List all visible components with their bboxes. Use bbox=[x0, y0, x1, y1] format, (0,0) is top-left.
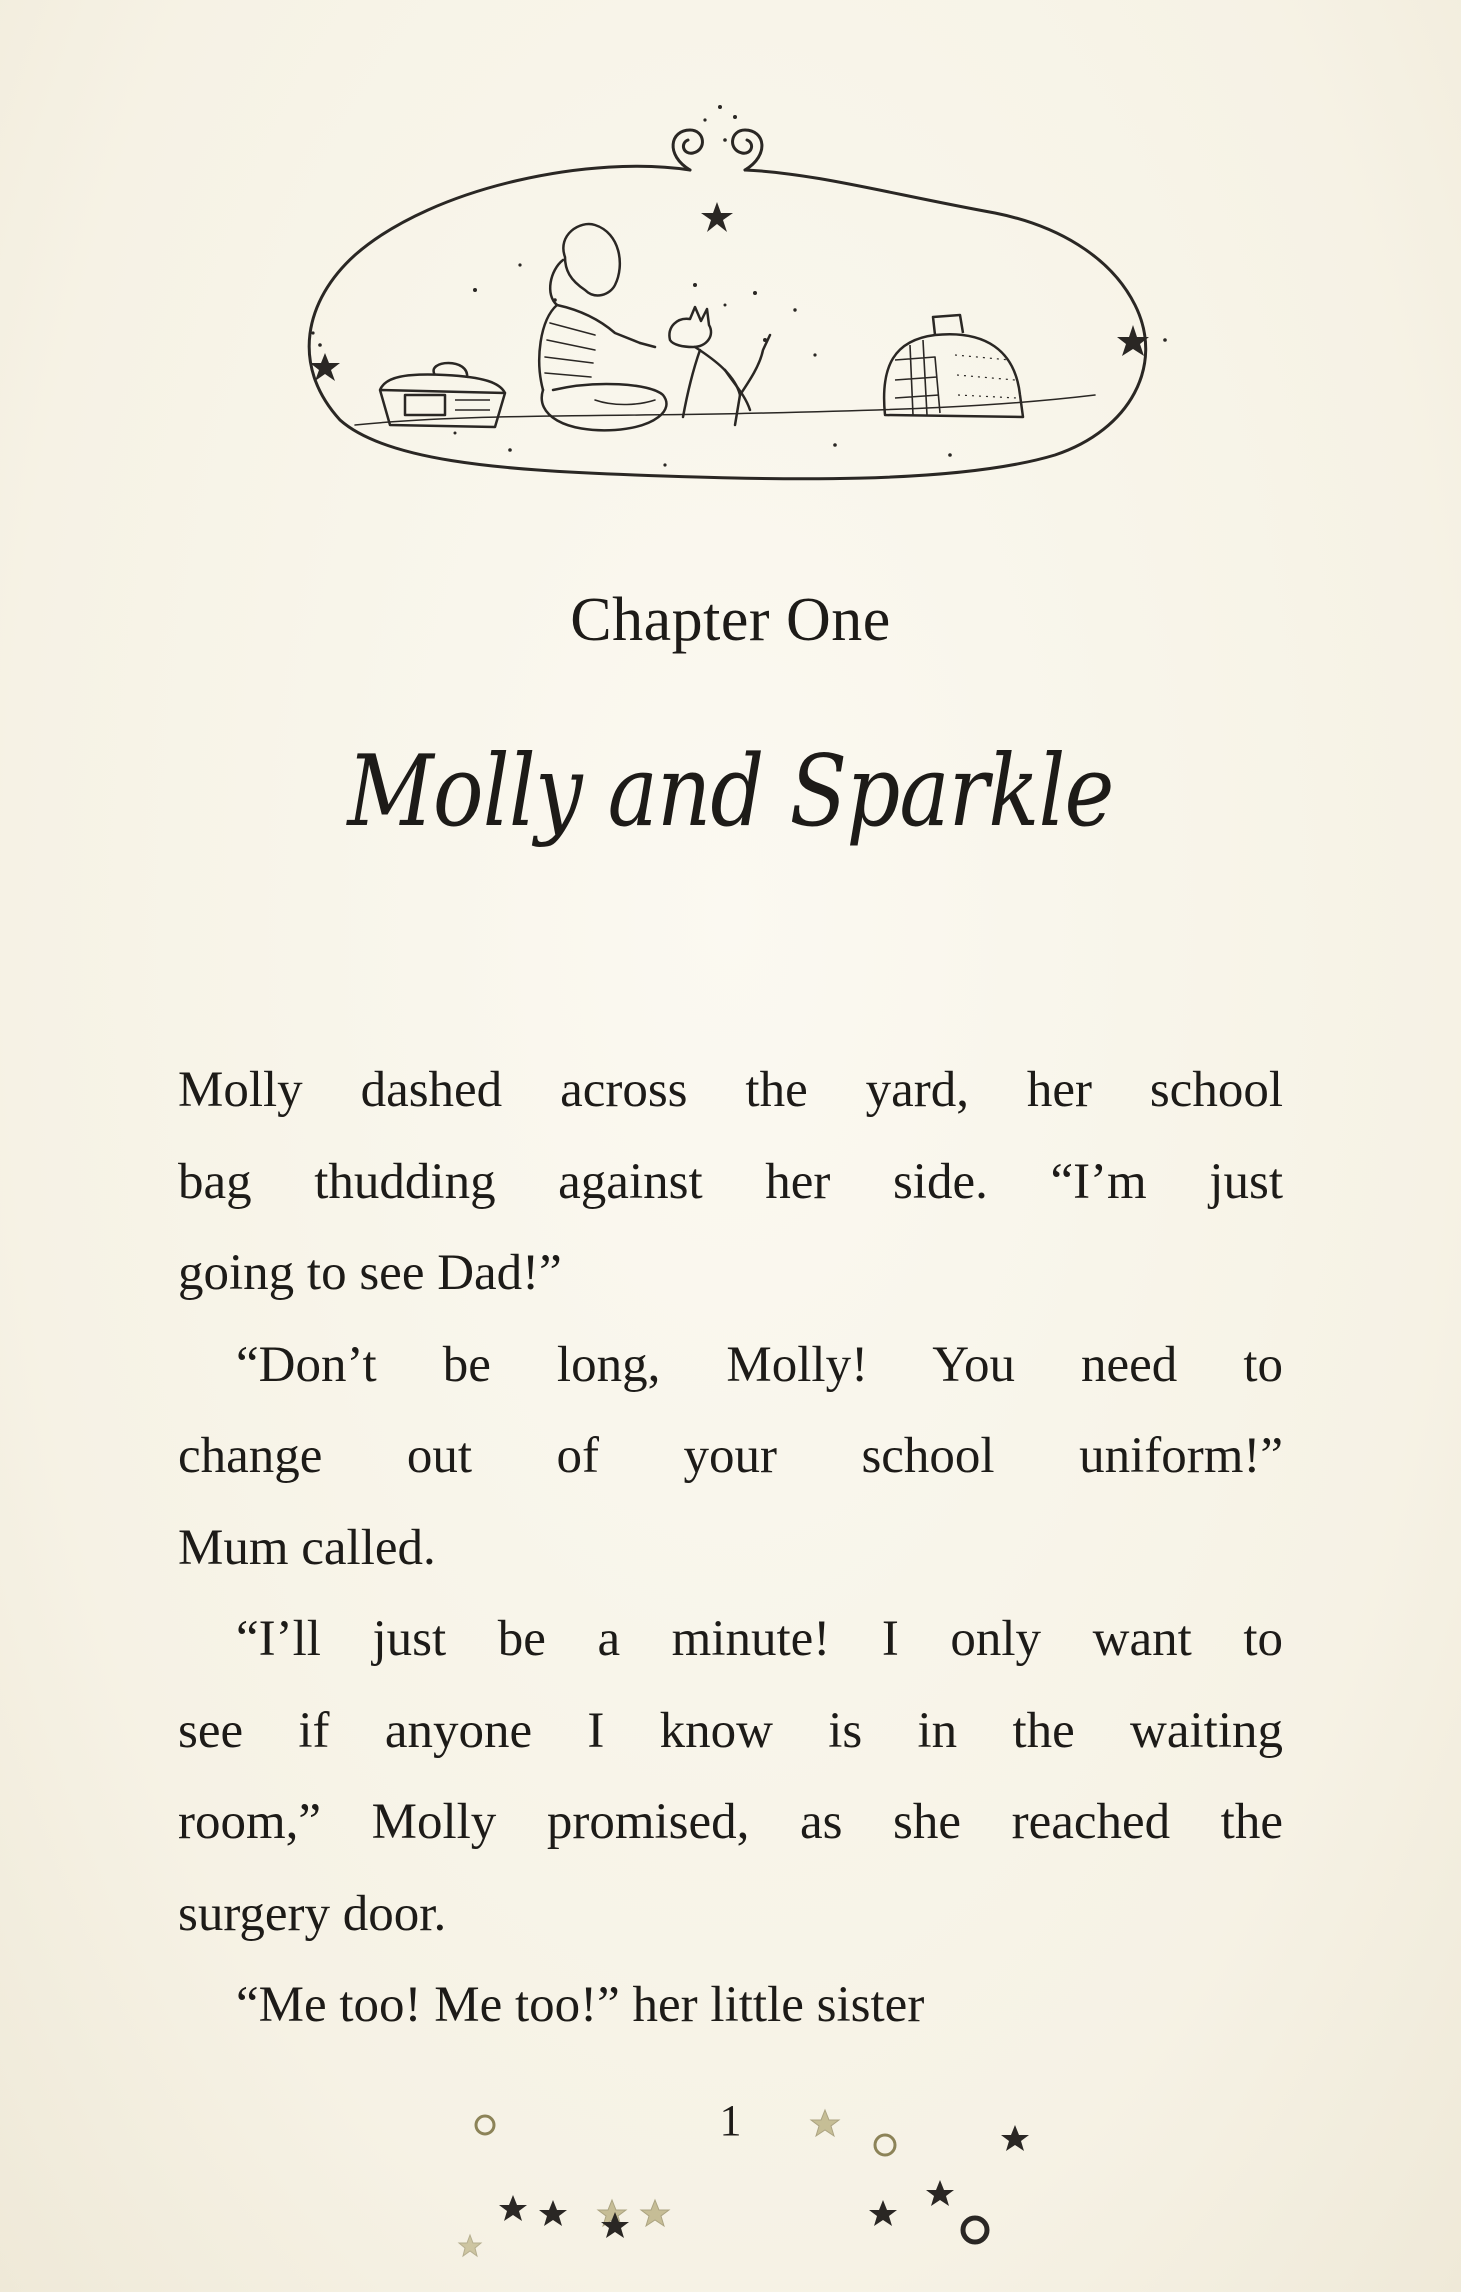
paragraph bbox=[178, 1594, 1283, 1960]
page-number: 1 bbox=[719, 2096, 742, 2145]
chapter-body-text bbox=[178, 1045, 1283, 2052]
text-line: “Me too! Me too!” her little sister bbox=[236, 1977, 925, 2033]
text-line: Molly dashed across the yard, her school bbox=[178, 1062, 1283, 1118]
chapter-title-heading: Molly and Sparkle bbox=[347, 735, 1114, 849]
text-line: see if anyone I know is in the waiting bbox=[178, 1702, 1283, 1759]
text-line: room,” Molly promised, as she reached the bbox=[178, 1794, 1283, 1850]
paragraph bbox=[178, 1045, 1283, 1320]
text-line: Mum called. bbox=[178, 1519, 436, 1576]
chapter-number-heading: Chapter One bbox=[570, 586, 891, 654]
text-line: “Don’t be long, Molly! You need to bbox=[236, 1336, 1283, 1393]
text-line: going to see Dad!” bbox=[178, 1245, 562, 1301]
text-line: surgery door. bbox=[178, 1885, 447, 1942]
text-line: bag thudding against her side. “I’m just bbox=[178, 1153, 1283, 1210]
text-line: “I’ll just be a minute! I only want to bbox=[236, 1611, 1283, 1667]
paragraph bbox=[178, 1320, 1283, 1595]
paragraph bbox=[178, 1960, 1283, 2052]
text-line: change out of your school uniform!” bbox=[178, 1428, 1283, 1484]
chapter-vignette-illustration bbox=[295, 95, 1175, 545]
